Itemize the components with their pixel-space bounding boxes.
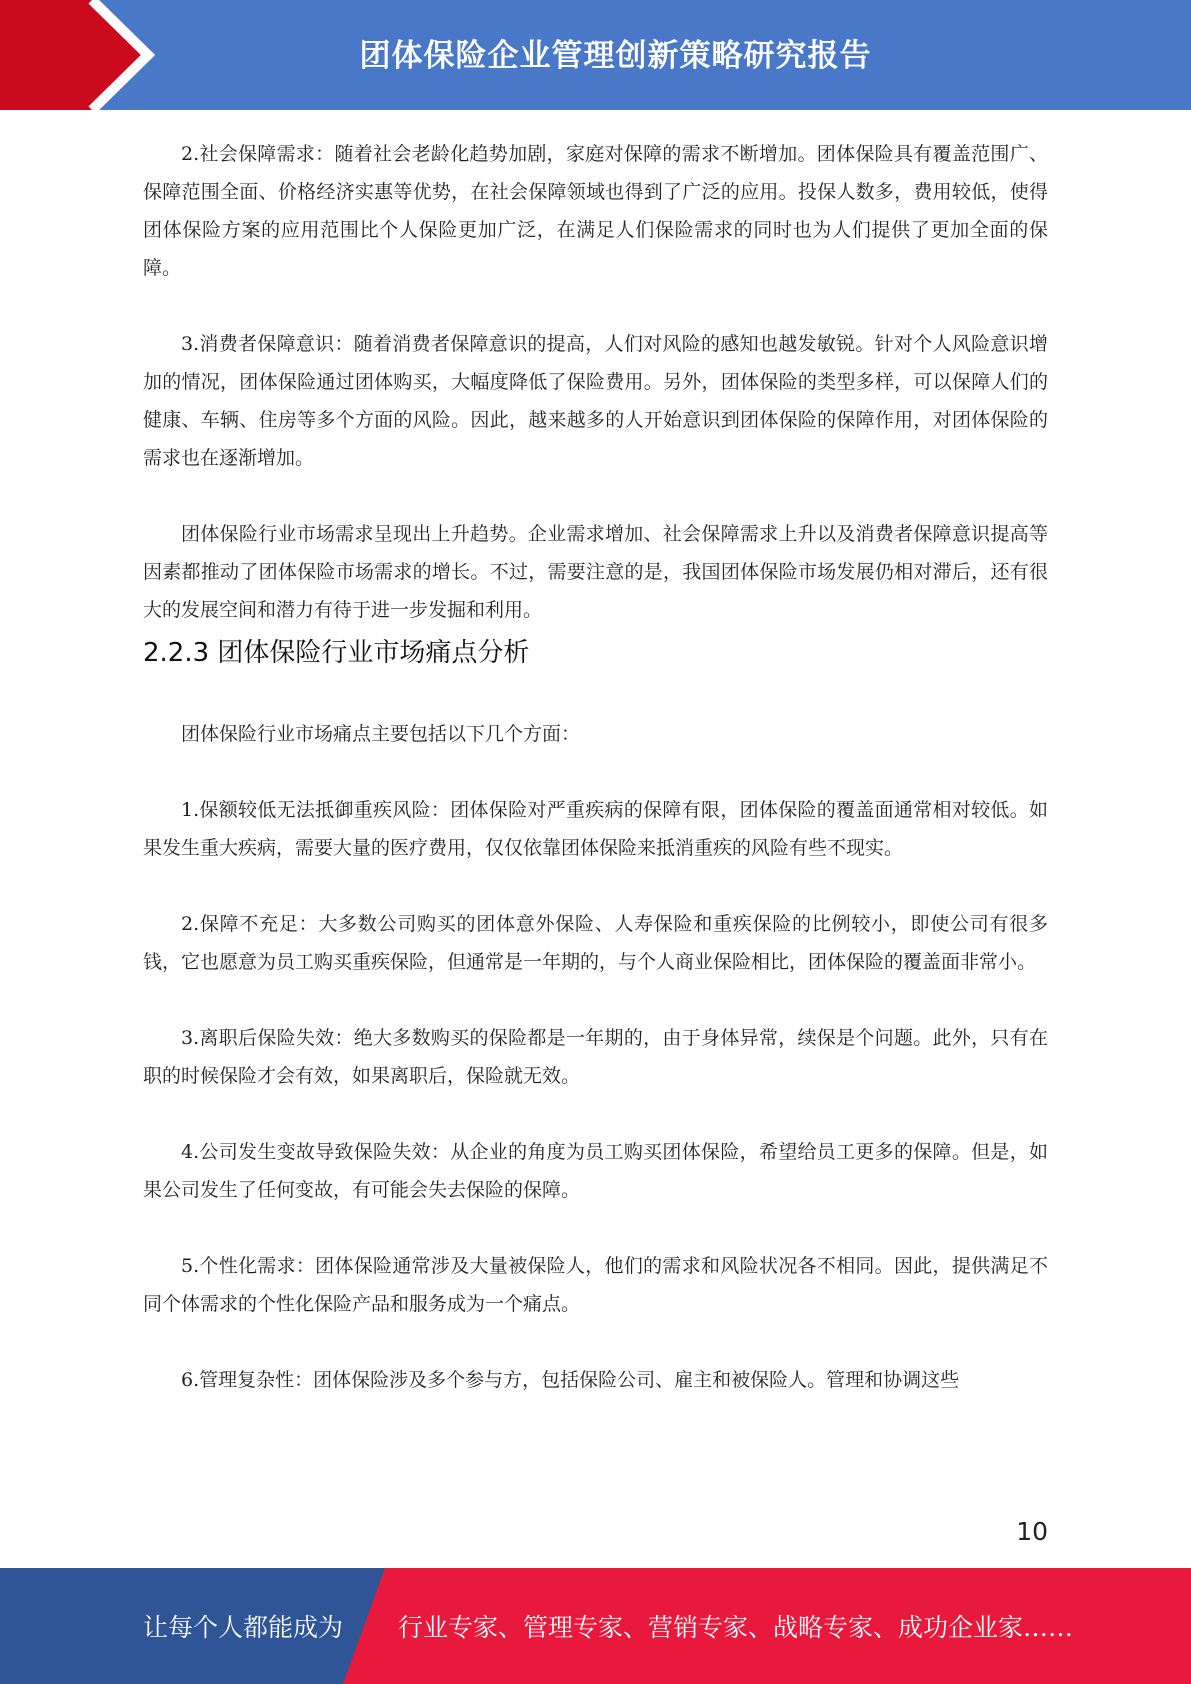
document-title: 团体保险企业管理创新策略研究报告 [359,37,872,74]
list-item-company-change: 4.公司发生变故导致保险失效：从企业的角度为员工购买团体保险，希望给员工更多的保障。但是，如果公司发生了任何变故，有可能会失去保险的保障。 [143,1141,1048,1201]
page-footer [0,1568,1191,1684]
paragraph-consumer-awareness: 3.消费者保障意识：随着消费者保障意识的提高，人们对风险的感知也越发敏锐。针对个人风险意识增加的情况，团体保险通过团体购买，大幅度降低了保险费用。另外，团体保险的类型多样，可以保障人们的健康、车辆、住房等多个方面的风险。因此，越来越多的人开始意识到团体保险的保障作用，对团体保险的需求也在逐渐增加。 [143,333,1048,469]
section-heading: 2.2.3 团体保险行业市场痛点分析 [143,638,530,668]
list-item-management-complexity: 6.管理复杂性：团体保险涉及多个参与方，包括保险公司、雇主和被保险人。管理和协调这些 [181,1369,960,1391]
page-number: 10 [1016,1517,1048,1546]
footer-slogan-left: 让每个人都能成为 [143,1613,344,1642]
footer-slogan-right: 行业专家、管理专家、营销专家、战略专家、成功企业家…… [398,1613,1074,1642]
list-item-expiry-after-resignation: 3.离职后保险失效：绝大多数购买的保险都是一年期的，由于身体异常，续保是个问题。此外，只有在职的时候保险才会有效，如果离职后，保险就无效。 [143,1027,1048,1087]
paragraph-pain-points-intro: 团体保险行业市场痛点主要包括以下几个方面： [181,723,581,745]
paragraph-social-security-demand: 2.社会保障需求：随着社会老龄化趋势加剧，家庭对保障的需求不断增加。团体保险具有覆盖范围广、保障范围全面、价格经济实惠等优势，在社会保障领域也得到了广泛的应用。投保人数多，费用较低，使得团体保险方案的应用范围比个人保险更加广泛，在满足人们保险需求的同时也为人们提供了更加全面的保障。 [143,143,1048,279]
list-item-low-coverage: 1.保额较低无法抵御重疾风险：团体保险对严重疾病的保障有限，团体保险的覆盖面通常相对较低。如果发生重大疾病，需要大量的医疗费用，仅仅依靠团体保险来抵消重疾的风险有些不现实。 [143,799,1048,859]
list-item-insufficient-protection: 2.保障不充足：大多数公司购买的团体意外保险、人寿保险和重疾保险的比例较小，即使公司有很多钱，它也愿意为员工购买重疾保险，但通常是一年期的，与个人商业保险相比，团体保险的覆盖面非常小。 [143,913,1048,973]
page-header [0,0,1191,110]
paragraph-market-demand-summary: 团体保险行业市场需求呈现出上升趋势。企业需求增加、社会保障需求上升以及消费者保障意识提高等因素都推动了团体保险市场需求的增长。不过，需要注意的是，我国团体保险市场发展仍相对滞后，还有很大的发展空间和潜力有待于进一步发掘和利用。 [143,523,1048,621]
page-content [143,135,1048,1399]
list-item-personalized-needs: 5.个性化需求：团体保险通常涉及大量被保险人，他们的需求和风险状况各不相同。因此，提供满足不同个体需求的个性化保险产品和服务成为一个痛点。 [143,1255,1048,1315]
